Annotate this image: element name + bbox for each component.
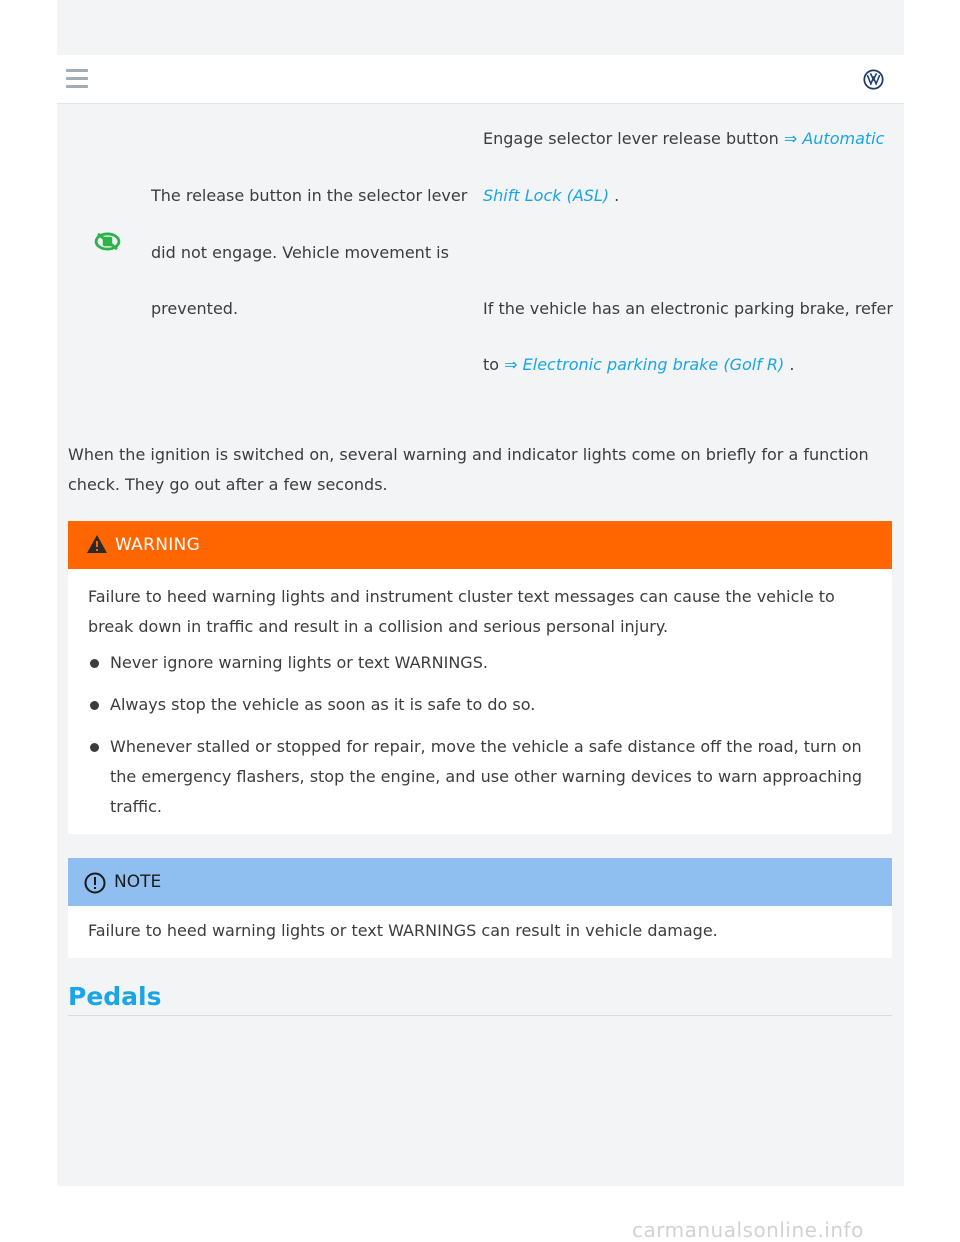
selector-lever-indicator-icon <box>94 232 121 251</box>
action-line-3: If the vehicle has an electronic parking brake, refer <box>483 299 893 318</box>
description-line: prevented. <box>151 299 239 318</box>
warning-list <box>88 648 872 822</box>
automatic-shift-lock-link-part2[interactable]: Shift Lock (ASL) <box>483 186 610 205</box>
electronic-parking-brake-link[interactable]: ⇒ Electronic parking brake (Golf R) <box>504 355 785 374</box>
action-text: Engage selector lever release button <box>483 129 784 148</box>
warning-title: WARNING <box>115 535 201 555</box>
top-bar <box>57 55 904 104</box>
warning-header <box>68 521 892 569</box>
action-line-1 <box>483 129 884 148</box>
list-item: Always stop the vehicle as soon as it is safe to do so. <box>88 690 872 720</box>
note-text: Failure to heed warning lights or text WARNINGS can result in vehicle damage. <box>88 921 718 940</box>
action-tail: . <box>609 186 620 205</box>
intro-paragraph: When the ignition is switched on, several warning and indicator lights come on briefly for a function check. They go out after a few seconds. <box>68 445 869 494</box>
warning-text: Failure to heed warning lights and instrument cluster text messages can cause the vehicle to break down in traffic and result in a collision and serious personal injury. <box>88 587 835 636</box>
note-exclamation-icon <box>84 872 106 894</box>
action-tail: . <box>784 355 795 374</box>
description-line: did not engage. Vehicle movement is <box>151 243 449 262</box>
indicator-row <box>57 104 904 414</box>
note-box <box>68 858 892 958</box>
description-line: The release button in the selector lever <box>151 186 468 205</box>
section-divider <box>68 1015 892 1016</box>
action-line-2 <box>483 186 619 205</box>
automatic-shift-lock-link-part1[interactable]: ⇒ Automatic <box>783 129 885 148</box>
warning-triangle-icon <box>86 534 108 554</box>
note-header <box>68 858 892 906</box>
action-prefix: to <box>483 355 505 374</box>
warning-box <box>68 521 892 834</box>
action-line-4 <box>483 355 794 374</box>
section-title: Pedals <box>68 982 162 1011</box>
watermark: carmanualsonline.info <box>632 1218 864 1242</box>
list-item: Whenever stalled or stopped for repair, move the vehicle a safe distance off the road, turn on the emergency flashers, stop the engine, and use other warning devices to warn approaching traffic. <box>88 732 872 822</box>
vw-logo-icon[interactable] <box>863 69 884 90</box>
list-item: Never ignore warning lights or text WARNINGS. <box>88 648 872 678</box>
menu-icon[interactable] <box>66 69 88 89</box>
note-title: NOTE <box>114 872 162 892</box>
